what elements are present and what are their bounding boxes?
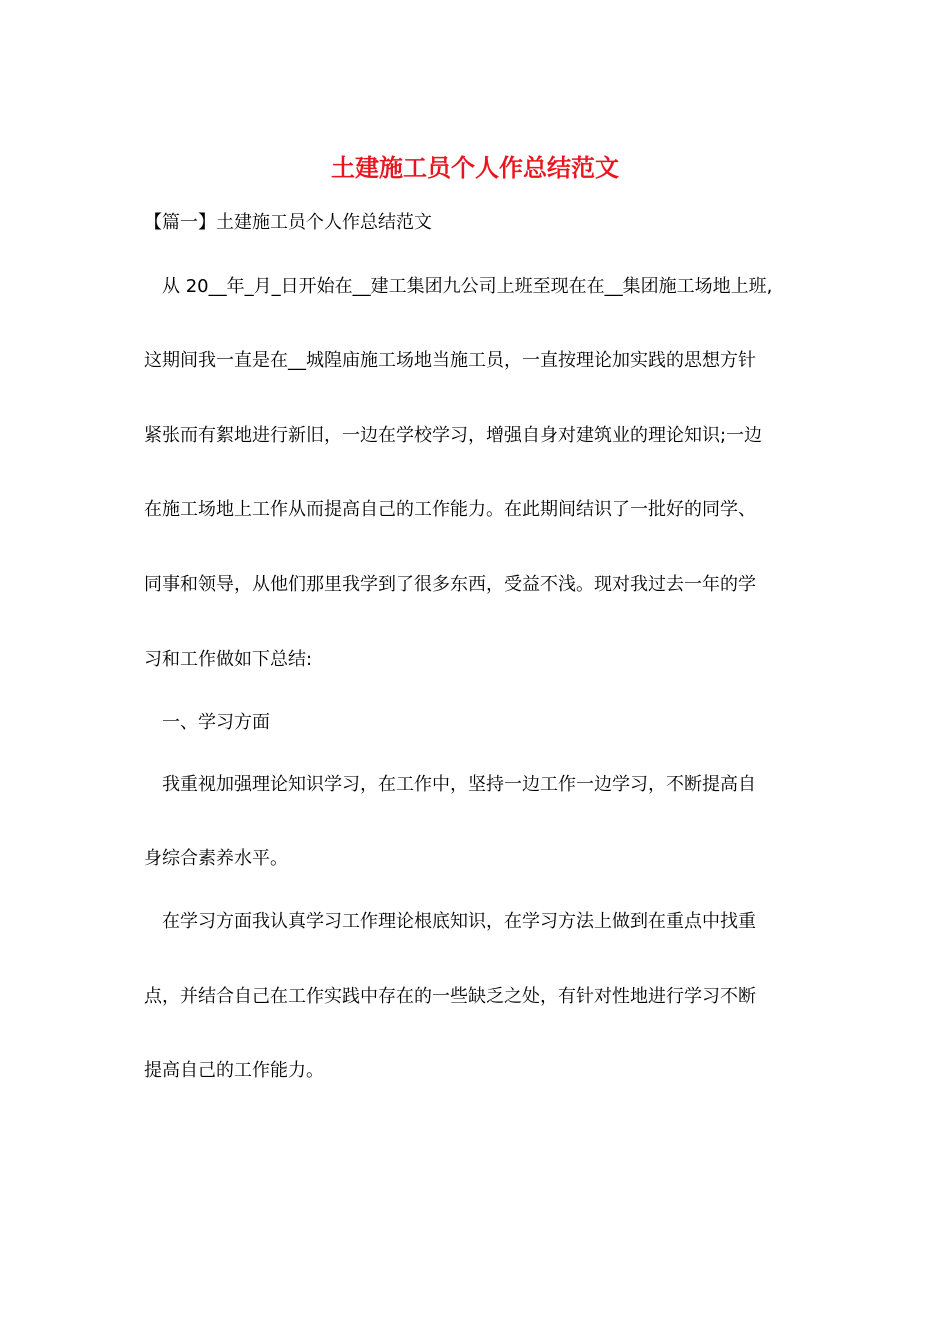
paragraph-line: 习和工作做如下总结: bbox=[144, 649, 313, 670]
document-title: 土建施工员个人作总结范文 bbox=[331, 153, 619, 182]
paragraph-line: 这期间我一直是在__城隍庙施工场地当施工员，一直按理论加实践的思想方针 bbox=[144, 350, 756, 371]
paragraph-line: 同事和领导，从他们那里我学到了很多东西，受益不浅。现对我过去一年的学 bbox=[144, 574, 756, 595]
paragraph-line: 从 20__年_月_日开始在__建工集团九公司上班至现在在__集团施工场地上班, bbox=[162, 276, 773, 297]
paragraph-line: 我重视加强理论知识学习，在工作中，坚持一边工作一边学习，不断提高自 bbox=[162, 774, 756, 795]
paragraph-line: 在学习方面我认真学习工作理论根底知识，在学习方法上做到在重点中找重 bbox=[162, 911, 756, 932]
paragraph-line: 身综合素养水平。 bbox=[144, 848, 288, 869]
paragraph-line: 点，并结合自己在工作实践中存在的一些缺乏之处，有针对性地进行学习不断 bbox=[144, 986, 756, 1007]
paragraph-line: 提高自己的工作能力。 bbox=[144, 1060, 324, 1081]
paragraph-line: 在施工场地上工作从而提高自己的工作能力。在此期间结识了一批好的同学、 bbox=[144, 499, 756, 520]
section-heading: 【篇一】土建施工员个人作总结范文 bbox=[144, 212, 432, 233]
subheading: 一、学习方面 bbox=[162, 712, 270, 733]
paragraph-line: 紧张而有絮地进行新旧，一边在学校学习，增强自身对建筑业的理论知识;一边 bbox=[144, 425, 763, 446]
